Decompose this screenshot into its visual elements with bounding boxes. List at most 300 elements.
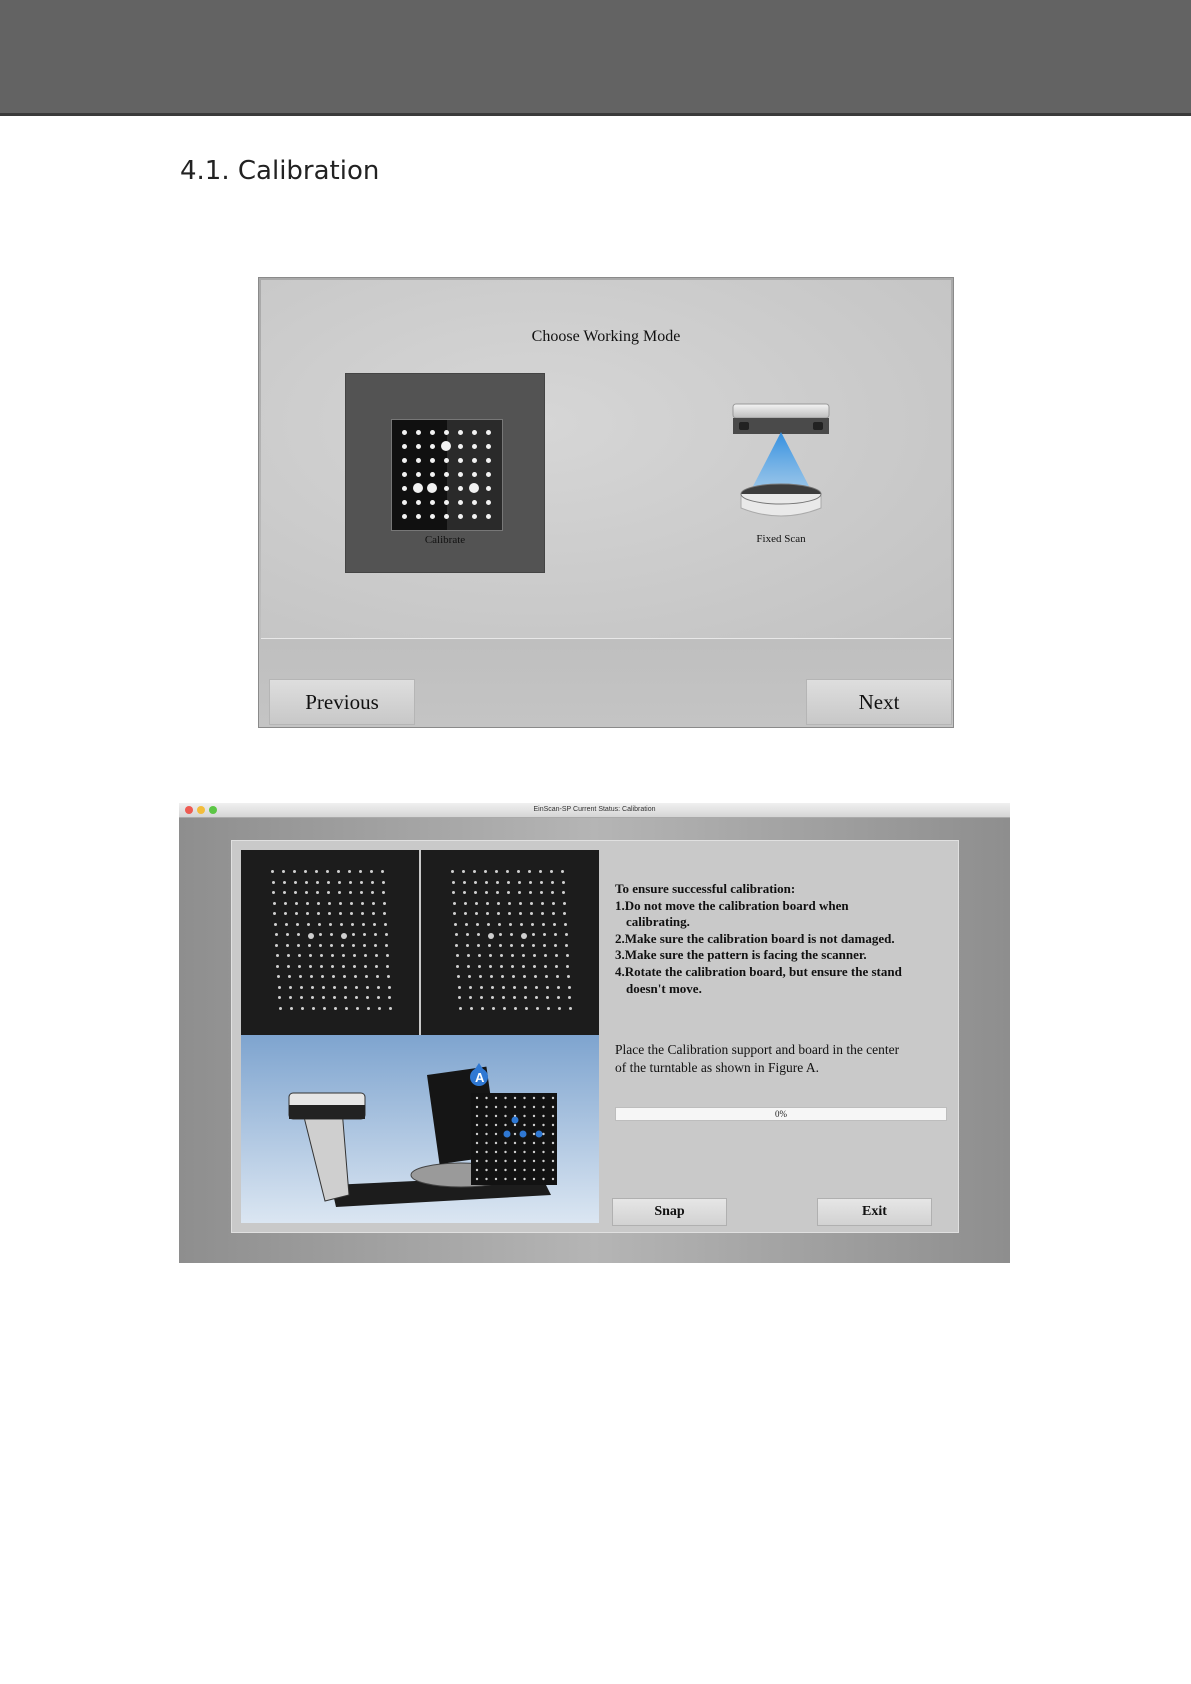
camera-pattern-dot bbox=[488, 933, 494, 939]
camera-pattern-dot bbox=[370, 870, 373, 873]
camera-pattern-dot bbox=[376, 975, 379, 978]
camera-pattern-dot bbox=[484, 870, 487, 873]
board-dot bbox=[430, 458, 435, 463]
camera-pattern-dot bbox=[451, 870, 454, 873]
camera-pattern-dot bbox=[544, 954, 547, 957]
camera-pattern-dot bbox=[298, 965, 301, 968]
figure-a-marker: A bbox=[475, 1070, 485, 1085]
camera-pattern-dot bbox=[360, 891, 363, 894]
camera-pattern-dot bbox=[458, 996, 461, 999]
figure-board-dot bbox=[514, 1124, 516, 1126]
camera-pattern-dot bbox=[387, 975, 390, 978]
camera-pattern-dot bbox=[275, 933, 278, 936]
camera-pattern-dot bbox=[382, 881, 385, 884]
camera-pattern-dot bbox=[478, 954, 481, 957]
board-dot bbox=[444, 472, 449, 477]
figure-board-dot bbox=[552, 1115, 554, 1117]
instruction-3: 3.Make sure the pattern is facing the scanner. bbox=[615, 947, 867, 963]
placement-line-1: Place the Calibration support and board in the center bbox=[615, 1042, 900, 1057]
board-dot bbox=[486, 444, 491, 449]
figure-board-dot bbox=[542, 1133, 544, 1135]
camera-pattern-dot bbox=[522, 954, 525, 957]
camera-pattern-dot bbox=[295, 912, 298, 915]
board-dot bbox=[486, 430, 491, 435]
camera-pattern-dot bbox=[274, 923, 277, 926]
board-dot bbox=[416, 430, 421, 435]
camera-pattern-dot bbox=[345, 1007, 348, 1010]
right-camera-pattern bbox=[451, 870, 576, 1020]
window-titlebar bbox=[179, 803, 1010, 818]
camera-pattern-dot bbox=[466, 933, 469, 936]
calibration-progress-bar bbox=[615, 1107, 947, 1121]
board-dot bbox=[413, 483, 423, 493]
camera-pattern-dot bbox=[310, 975, 313, 978]
camera-pattern-dot bbox=[499, 944, 502, 947]
figure-board-dot bbox=[533, 1106, 535, 1108]
figure-board-dot bbox=[485, 1115, 487, 1117]
camera-pattern-dot bbox=[298, 954, 301, 957]
camera-pattern-dot bbox=[308, 944, 311, 947]
camera-pattern-dot bbox=[466, 944, 469, 947]
camera-pattern-dot bbox=[333, 986, 336, 989]
board-dot bbox=[444, 514, 449, 519]
camera-pattern-dot bbox=[541, 912, 544, 915]
board-dot bbox=[444, 486, 449, 491]
camera-pattern-dot bbox=[531, 923, 534, 926]
camera-pattern-dot bbox=[386, 965, 389, 968]
figure-marker-dot bbox=[520, 1131, 527, 1138]
camera-pattern-dot bbox=[388, 996, 391, 999]
camera-pattern-dot bbox=[555, 965, 558, 968]
figure-board-dot bbox=[523, 1178, 525, 1180]
mode-screen-title: Choose Working Mode bbox=[531, 328, 681, 345]
camera-pattern-dot bbox=[511, 954, 514, 957]
camera-pattern-dot bbox=[316, 891, 319, 894]
camera-pattern-dot bbox=[374, 933, 377, 936]
camera-pattern-dot bbox=[341, 933, 347, 939]
camera-pattern-dot bbox=[535, 996, 538, 999]
board-dot bbox=[458, 500, 463, 505]
figure-board-dot bbox=[504, 1178, 506, 1180]
camera-pattern-dot bbox=[475, 912, 478, 915]
figure-board-dot bbox=[514, 1142, 516, 1144]
camera-pattern-dot bbox=[304, 870, 307, 873]
camera-pattern-dot bbox=[467, 954, 470, 957]
board-dot bbox=[430, 430, 435, 435]
camera-pattern-dot bbox=[305, 891, 308, 894]
board-dot bbox=[472, 472, 477, 477]
board-dot bbox=[458, 472, 463, 477]
camera-pattern-dot bbox=[551, 881, 554, 884]
figure-board-dot bbox=[476, 1142, 478, 1144]
camera-pattern-dot bbox=[521, 944, 524, 947]
board-dot bbox=[402, 444, 407, 449]
figure-board-dot bbox=[504, 1115, 506, 1117]
camera-pattern-dot bbox=[321, 975, 324, 978]
board-dot bbox=[444, 430, 449, 435]
camera-pattern-dot bbox=[329, 923, 332, 926]
camera-pattern-dot bbox=[561, 870, 564, 873]
camera-pattern-dot bbox=[554, 944, 557, 947]
camera-pattern-dot bbox=[563, 902, 566, 905]
figure-board-dot bbox=[523, 1115, 525, 1117]
camera-pattern-dot bbox=[463, 881, 466, 884]
camera-pattern-dot bbox=[468, 975, 471, 978]
camera-pattern-dot bbox=[315, 870, 318, 873]
camera-pattern-dot bbox=[533, 954, 536, 957]
board-dot bbox=[469, 483, 479, 493]
figure-board-dot bbox=[533, 1142, 535, 1144]
close-window-icon[interactable] bbox=[185, 806, 193, 814]
figure-board-dot bbox=[552, 1133, 554, 1135]
camera-pattern-dot bbox=[546, 986, 549, 989]
camera-pattern-dot bbox=[286, 933, 289, 936]
camera-pattern-dot bbox=[360, 881, 363, 884]
figure-board-dot bbox=[533, 1169, 535, 1171]
camera-pattern-dot bbox=[535, 986, 538, 989]
camera-pattern-dot bbox=[350, 902, 353, 905]
figure-board-dot bbox=[514, 1178, 516, 1180]
camera-pattern-dot bbox=[340, 923, 343, 926]
figure-board-dot bbox=[485, 1178, 487, 1180]
camera-pattern-dot bbox=[543, 933, 546, 936]
figure-board-dot bbox=[504, 1142, 506, 1144]
figure-board-dot bbox=[533, 1133, 535, 1135]
figure-board-dot bbox=[523, 1097, 525, 1099]
camera-pattern-dot bbox=[499, 933, 502, 936]
camera-pattern-dot bbox=[300, 996, 303, 999]
board-dot bbox=[430, 514, 435, 519]
figure-board-dot bbox=[514, 1160, 516, 1162]
camera-pattern-dot bbox=[455, 944, 458, 947]
camera-pattern-dot bbox=[349, 891, 352, 894]
figure-board-dot bbox=[504, 1097, 506, 1099]
camera-pattern-dot bbox=[510, 944, 513, 947]
camera-pattern-dot bbox=[276, 954, 279, 957]
camera-pattern-dot bbox=[513, 996, 516, 999]
camera-pattern-dot bbox=[378, 1007, 381, 1010]
camera-pattern-dot bbox=[510, 933, 513, 936]
figure-board-dot bbox=[514, 1097, 516, 1099]
calibration-dialog bbox=[231, 840, 959, 1233]
camera-pattern-dot bbox=[496, 881, 499, 884]
camera-pattern-dot bbox=[495, 870, 498, 873]
instructions-heading: To ensure successful calibration: bbox=[615, 881, 796, 896]
camera-pattern-dot bbox=[492, 1007, 495, 1010]
camera-pattern-dot bbox=[503, 1007, 506, 1010]
figure-board-dot bbox=[485, 1133, 487, 1135]
camera-pattern-dot bbox=[284, 902, 287, 905]
camera-pattern-dot bbox=[489, 954, 492, 957]
board-dot bbox=[416, 458, 421, 463]
camera-pattern-dot bbox=[521, 933, 527, 939]
board-dot bbox=[458, 458, 463, 463]
camera-pattern-dot bbox=[470, 1007, 473, 1010]
figure-board-dot bbox=[552, 1178, 554, 1180]
camera-pattern-dot bbox=[452, 891, 455, 894]
camera-pattern-dot bbox=[351, 923, 354, 926]
figure-board-dot bbox=[504, 1160, 506, 1162]
figure-board-dot bbox=[485, 1142, 487, 1144]
camera-pattern-dot bbox=[287, 965, 290, 968]
calibration-instructions bbox=[615, 881, 945, 997]
camera-pattern-dot bbox=[473, 870, 476, 873]
camera-pattern-dot bbox=[514, 1007, 517, 1010]
board-dot bbox=[486, 486, 491, 491]
figure-board-dot bbox=[552, 1169, 554, 1171]
figure-board-dot bbox=[514, 1169, 516, 1171]
camera-pattern-dot bbox=[355, 986, 358, 989]
figure-board-dot bbox=[476, 1178, 478, 1180]
mode-panel bbox=[261, 280, 951, 639]
camera-pattern-dot bbox=[534, 975, 537, 978]
exit-button[interactable]: Exit bbox=[817, 1198, 932, 1226]
camera-pattern-dot bbox=[545, 975, 548, 978]
camera-pattern-dot bbox=[490, 975, 493, 978]
camera-pattern-dot bbox=[519, 902, 522, 905]
figure-board-dot bbox=[514, 1106, 516, 1108]
camera-pattern-dot bbox=[469, 986, 472, 989]
camera-pattern-dot bbox=[530, 912, 533, 915]
figure-board-dot bbox=[542, 1178, 544, 1180]
camera-pattern-dot bbox=[271, 870, 274, 873]
camera-pattern-dot bbox=[524, 996, 527, 999]
camera-pattern-dot bbox=[552, 912, 555, 915]
camera-pattern-dot bbox=[511, 965, 514, 968]
instruction-2: 2.Make sure the calibration board is not damaged. bbox=[615, 930, 895, 946]
figure-board-dot bbox=[533, 1151, 535, 1153]
camera-pattern-dot bbox=[297, 933, 300, 936]
left-camera-pattern bbox=[271, 870, 396, 1020]
figure-board-dot bbox=[523, 1106, 525, 1108]
figure-board-dot bbox=[495, 1169, 497, 1171]
camera-pattern-dot bbox=[532, 933, 535, 936]
minimize-window-icon[interactable] bbox=[197, 806, 205, 814]
camera-pattern-dot bbox=[452, 881, 455, 884]
camera-pattern-dot bbox=[541, 902, 544, 905]
camera-pattern-dot bbox=[500, 965, 503, 968]
camera-pattern-dot bbox=[301, 1007, 304, 1010]
camera-pattern-dot bbox=[478, 965, 481, 968]
camera-pattern-dot bbox=[480, 996, 483, 999]
camera-pattern-dot bbox=[286, 944, 289, 947]
previous-button[interactable]: Previous bbox=[269, 679, 415, 725]
figure-marker-dot bbox=[512, 1117, 519, 1124]
board-dot bbox=[402, 514, 407, 519]
camera-pattern-dot bbox=[546, 996, 549, 999]
camera-pattern-dot bbox=[306, 902, 309, 905]
board-dot bbox=[402, 486, 407, 491]
camera-pattern-dot bbox=[491, 986, 494, 989]
board-dot bbox=[430, 500, 435, 505]
camera-pattern-dot bbox=[278, 986, 281, 989]
figure-board-dot bbox=[476, 1124, 478, 1126]
figure-board-dot bbox=[495, 1142, 497, 1144]
camera-pattern-dot bbox=[282, 870, 285, 873]
progress-text: 0% bbox=[775, 1109, 787, 1119]
figure-board-dot bbox=[485, 1097, 487, 1099]
camera-pattern-dot bbox=[289, 996, 292, 999]
camera-pattern-dot bbox=[319, 944, 322, 947]
figure-board-dot bbox=[485, 1106, 487, 1108]
figure-board-dot bbox=[476, 1106, 478, 1108]
camera-pattern-dot bbox=[365, 975, 368, 978]
camera-pattern-dot bbox=[382, 891, 385, 894]
camera-pattern-dot bbox=[491, 996, 494, 999]
camera-pattern-dot bbox=[568, 996, 571, 999]
camera-pattern-dot bbox=[355, 996, 358, 999]
camera-pattern-dot bbox=[377, 996, 380, 999]
camera-pattern-dot bbox=[522, 965, 525, 968]
camera-pattern-dot bbox=[334, 1007, 337, 1010]
camera-pattern-dot bbox=[344, 986, 347, 989]
figure-board-dot bbox=[485, 1160, 487, 1162]
camera-pattern-dot bbox=[498, 923, 501, 926]
figure-board-dot bbox=[533, 1097, 535, 1099]
figure-board-dot bbox=[504, 1169, 506, 1171]
figure-board-dot bbox=[495, 1178, 497, 1180]
board-dot bbox=[402, 472, 407, 477]
board-dot bbox=[458, 514, 463, 519]
fixed-scan-mode-card[interactable] bbox=[701, 398, 861, 568]
camera-pattern-dot bbox=[299, 975, 302, 978]
camera-pattern-dot bbox=[341, 944, 344, 947]
camera-pattern-dot bbox=[352, 944, 355, 947]
board-dot bbox=[472, 444, 477, 449]
camera-pattern-dot bbox=[383, 912, 386, 915]
board-dot bbox=[486, 514, 491, 519]
camera-pattern-dot bbox=[553, 923, 556, 926]
camera-pattern-dot bbox=[293, 870, 296, 873]
board-dot bbox=[444, 458, 449, 463]
camera-pattern-dot bbox=[307, 923, 310, 926]
camera-pattern-dot bbox=[277, 975, 280, 978]
camera-pattern-dot bbox=[364, 965, 367, 968]
figure-board-dot bbox=[476, 1133, 478, 1135]
page-header-bar bbox=[0, 0, 1191, 116]
figure-board-dot bbox=[476, 1160, 478, 1162]
scanner-icon bbox=[701, 398, 861, 528]
camera-pattern-dot bbox=[558, 1007, 561, 1010]
figure-board-dot bbox=[485, 1124, 487, 1126]
figure-board-dot bbox=[476, 1097, 478, 1099]
instruction-1-cont: calibrating. bbox=[626, 914, 690, 930]
placement-line-2: of the turntable as shown in Figure A. bbox=[615, 1060, 819, 1075]
figure-board-dot bbox=[495, 1160, 497, 1162]
figure-board-dot bbox=[523, 1151, 525, 1153]
board-dot bbox=[416, 514, 421, 519]
snap-button[interactable]: Snap bbox=[612, 1198, 727, 1226]
camera-pattern-dot bbox=[342, 965, 345, 968]
camera-pattern-dot bbox=[272, 891, 275, 894]
camera-pattern-dot bbox=[463, 891, 466, 894]
camera-pattern-dot bbox=[488, 944, 491, 947]
figure-board-dot bbox=[533, 1160, 535, 1162]
camera-pattern-dot bbox=[273, 902, 276, 905]
camera-pattern-dot bbox=[568, 986, 571, 989]
camera-pattern-dot bbox=[309, 965, 312, 968]
board-dot bbox=[472, 500, 477, 505]
figure-board-dot bbox=[552, 1124, 554, 1126]
camera-pattern-dot bbox=[500, 954, 503, 957]
board-dot bbox=[458, 486, 463, 491]
figure-board-dot bbox=[495, 1115, 497, 1117]
board-dot bbox=[458, 430, 463, 435]
figure-board-dot bbox=[542, 1151, 544, 1153]
camera-pattern-dot bbox=[383, 902, 386, 905]
camera-pattern-dot bbox=[529, 891, 532, 894]
camera-pattern-dot bbox=[469, 996, 472, 999]
camera-pattern-dot bbox=[305, 881, 308, 884]
camera-pattern-dot bbox=[565, 944, 568, 947]
calibrate-mode-card[interactable] bbox=[345, 373, 545, 573]
figure-marker-dot bbox=[504, 1131, 511, 1138]
camera-pattern-dot bbox=[474, 881, 477, 884]
camera-pattern-dot bbox=[509, 923, 512, 926]
camera-pattern-dot bbox=[342, 954, 345, 957]
camera-pattern-dot bbox=[507, 891, 510, 894]
camera-pattern-dot bbox=[458, 986, 461, 989]
working-mode-screen bbox=[258, 277, 954, 728]
camera-pattern-dot bbox=[366, 996, 369, 999]
camera-pattern-dot bbox=[532, 944, 535, 947]
camera-pattern-dot bbox=[501, 975, 504, 978]
left-camera-view bbox=[241, 850, 419, 1035]
fixed-scan-mode-label: Fixed Scan bbox=[756, 533, 806, 545]
camera-pattern-dot bbox=[388, 986, 391, 989]
camera-pattern-dot bbox=[331, 954, 334, 957]
board-dot bbox=[486, 472, 491, 477]
camera-pattern-dot bbox=[372, 912, 375, 915]
camera-pattern-dot bbox=[530, 902, 533, 905]
camera-pattern-dot bbox=[389, 1007, 392, 1010]
camera-pattern-dot bbox=[374, 944, 377, 947]
camera-pattern-dot bbox=[331, 965, 334, 968]
figure-board-dot bbox=[533, 1115, 535, 1117]
camera-pattern-dot bbox=[557, 996, 560, 999]
board-dot bbox=[416, 444, 421, 449]
camera-pattern-dot bbox=[475, 902, 478, 905]
camera-pattern-dot bbox=[367, 1007, 370, 1010]
camera-pattern-dot bbox=[287, 954, 290, 957]
figure-board-dot bbox=[542, 1169, 544, 1171]
camera-pattern-dot bbox=[294, 881, 297, 884]
camera-pattern-dot bbox=[375, 954, 378, 957]
camera-pattern-dot bbox=[489, 965, 492, 968]
camera-pattern-dot bbox=[294, 891, 297, 894]
camera-pattern-dot bbox=[279, 1007, 282, 1010]
board-dot bbox=[402, 430, 407, 435]
camera-pattern-dot bbox=[338, 891, 341, 894]
camera-pattern-dot bbox=[566, 954, 569, 957]
figure-board-dot bbox=[495, 1133, 497, 1135]
camera-pattern-dot bbox=[464, 912, 467, 915]
camera-pattern-dot bbox=[540, 891, 543, 894]
camera-pattern-dot bbox=[381, 870, 384, 873]
camera-pattern-dot bbox=[542, 923, 545, 926]
figure-board-dot bbox=[476, 1169, 478, 1171]
camera-pattern-dot bbox=[552, 902, 555, 905]
next-button[interactable]: Next bbox=[806, 679, 952, 725]
camera-pattern-dot bbox=[523, 975, 526, 978]
board-dot bbox=[430, 444, 435, 449]
figure-board-dot bbox=[504, 1151, 506, 1153]
zoom-window-icon[interactable] bbox=[209, 806, 217, 814]
section-heading: 4.1. Calibration bbox=[180, 156, 380, 186]
camera-pattern-dot bbox=[524, 986, 527, 989]
camera-pattern-dot bbox=[455, 933, 458, 936]
instruction-4: 4.Rotate the calibration board, but ensure the stand bbox=[615, 963, 902, 979]
